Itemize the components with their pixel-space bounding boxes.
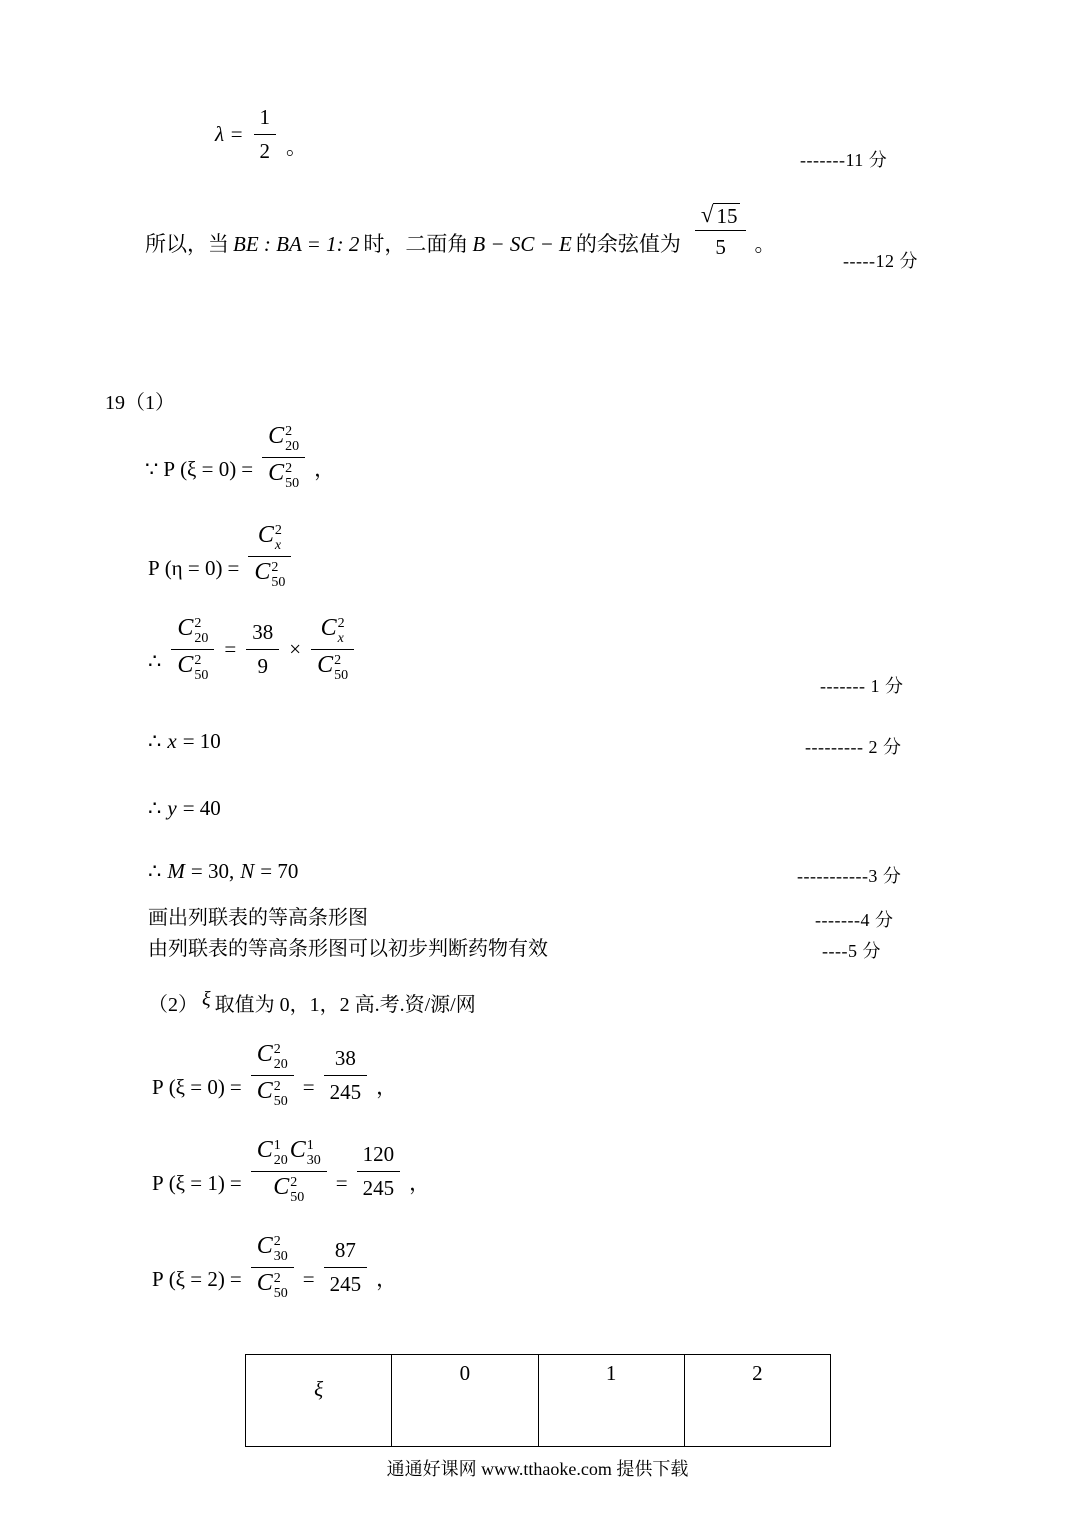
fraction-sqrt15-over-5 bbox=[695, 203, 747, 261]
binomial-coefficient bbox=[257, 1234, 288, 1264]
binomial-scripts bbox=[274, 1271, 288, 1301]
binomial-base: C bbox=[256, 1078, 273, 1105]
fraction-denominator: 5 bbox=[695, 230, 747, 261]
fraction-denominator: 9 bbox=[246, 649, 279, 680]
fraction-numerator: 120 bbox=[362, 1142, 395, 1167]
comma: ， bbox=[376, 1267, 398, 1292]
value: = 70 bbox=[260, 859, 299, 883]
binomial-scripts bbox=[194, 653, 208, 683]
fraction-numerator bbox=[695, 203, 747, 230]
binomial-subscript: x bbox=[274, 537, 282, 553]
binomial-base: C bbox=[317, 652, 334, 679]
probability-p: P bbox=[148, 556, 160, 581]
distribution-table bbox=[245, 1354, 831, 1447]
binomial-scripts bbox=[285, 461, 299, 491]
binomial-coefficient bbox=[254, 560, 285, 590]
fraction-38-9 bbox=[246, 619, 279, 681]
binomial-scripts bbox=[274, 1234, 288, 1264]
probability-argument: (ξ = 0) bbox=[180, 457, 237, 482]
part-label: （2） bbox=[148, 994, 198, 1016]
binomial-base: C bbox=[256, 1270, 273, 1297]
binomial-base: C bbox=[257, 522, 274, 548]
binomial-subscript: 30 bbox=[306, 1152, 321, 1168]
footer-watermark: 通通好课网 www.tthaoke.com 提供下载 bbox=[386, 1459, 689, 1479]
binomial-coefficient bbox=[273, 1175, 304, 1205]
binomial-superscript: 2 bbox=[290, 1175, 298, 1191]
table-header-row bbox=[246, 1355, 831, 1447]
binomial-superscript: 2 bbox=[337, 616, 345, 631]
fraction-denominator bbox=[251, 1075, 294, 1109]
binomial-coefficient bbox=[290, 1138, 321, 1168]
text-draw-bar-chart: 画出列联表的等高条形图 bbox=[148, 907, 368, 929]
fraction-denominator bbox=[171, 649, 214, 683]
binomial-superscript: 2 bbox=[273, 1079, 281, 1095]
fraction-value bbox=[357, 1141, 401, 1203]
because-symbol: ∵ bbox=[145, 457, 159, 482]
fraction-numerator bbox=[311, 616, 354, 649]
binomial-superscript: 2 bbox=[285, 424, 293, 439]
equals-sign: = bbox=[224, 637, 237, 662]
fraction-numerator: 1 bbox=[259, 105, 271, 129]
fraction-denominator: 2 bbox=[254, 134, 277, 165]
table-cell-xi bbox=[246, 1355, 392, 1447]
binomial-base: C bbox=[268, 460, 285, 487]
binomial-superscript: 2 bbox=[194, 653, 202, 669]
binomial-base: C bbox=[177, 652, 194, 679]
binomial-subscript: 50 bbox=[273, 1094, 288, 1110]
equation-p-xi0-definition bbox=[145, 424, 335, 492]
radicand: 15 bbox=[713, 203, 740, 227]
binomial-coefficient bbox=[177, 653, 208, 683]
fraction-numerator bbox=[251, 1234, 294, 1267]
binomial-subscript: 20 bbox=[273, 1152, 288, 1168]
fraction-binomials bbox=[251, 1234, 294, 1302]
binomial-subscript: 30 bbox=[273, 1248, 288, 1264]
fraction-denominator: 245 bbox=[324, 1075, 368, 1106]
binomial-coefficient bbox=[257, 1079, 288, 1109]
equals-sign: = bbox=[335, 1171, 348, 1196]
binomial-scripts bbox=[274, 1138, 288, 1168]
binomial-base: C bbox=[177, 615, 194, 641]
equation-p-xi2 bbox=[152, 1234, 397, 1302]
score-mark-3: -----------3 分 bbox=[797, 866, 902, 886]
binomial-subscript: 50 bbox=[271, 575, 286, 591]
binomial-scripts bbox=[271, 560, 285, 590]
equals-sign: = bbox=[229, 1171, 242, 1196]
binomial-scripts bbox=[285, 424, 299, 454]
problem-19-heading: 19（1） bbox=[105, 392, 175, 414]
equation-m-n bbox=[148, 858, 298, 885]
binomial-scripts bbox=[290, 1175, 304, 1205]
binomial-subscript: 20 bbox=[273, 1056, 288, 1072]
binomial-coefficient bbox=[177, 616, 208, 646]
fraction-numerator: 38 bbox=[334, 1046, 356, 1071]
equals-sign: = bbox=[302, 1075, 315, 1100]
probability-argument: (η = 0) bbox=[164, 556, 223, 581]
binomial-superscript: 1 bbox=[306, 1138, 314, 1153]
score-mark-5: ----5 分 bbox=[822, 941, 881, 961]
binomial-base: C bbox=[254, 559, 271, 586]
fraction-denominator: 245 bbox=[324, 1267, 368, 1298]
fraction-binomials bbox=[248, 523, 291, 591]
binomial-base: C bbox=[256, 1233, 273, 1259]
binomial-base: C bbox=[289, 1137, 306, 1163]
fraction-binomials bbox=[171, 616, 214, 684]
fraction-denominator bbox=[248, 556, 291, 590]
probability-p: P bbox=[152, 1075, 164, 1100]
probability-p: P bbox=[163, 457, 176, 482]
equals-sign: = bbox=[302, 1267, 315, 1292]
therefore-symbol: ∴ bbox=[148, 729, 162, 753]
variable-x: x bbox=[167, 729, 177, 753]
equals-sign: = bbox=[227, 556, 240, 581]
binomial-base: C bbox=[256, 1137, 273, 1163]
equation-x bbox=[148, 728, 221, 755]
binomial-superscript: 2 bbox=[273, 1234, 281, 1249]
variable-m: M bbox=[167, 859, 185, 883]
lambda-lhs: λ = bbox=[215, 122, 244, 147]
binomial-superscript: 2 bbox=[285, 461, 293, 477]
table-cell-0: 0 bbox=[392, 1355, 538, 1447]
text-judge-drug-effective: 由列联表的等高条形图可以初步判断药物有效 bbox=[148, 938, 548, 960]
binomial-superscript: 2 bbox=[273, 1042, 281, 1057]
fraction-binomials bbox=[251, 1138, 327, 1206]
binomial-scripts bbox=[194, 616, 208, 646]
comma: ， bbox=[314, 457, 336, 482]
equation-y bbox=[148, 795, 221, 822]
period: 。 bbox=[754, 231, 776, 256]
line-cosine-conclusion bbox=[145, 203, 775, 261]
binomial-base: C bbox=[256, 1041, 273, 1067]
binomial-scripts bbox=[338, 616, 345, 646]
equals-sign: = bbox=[229, 1075, 242, 1100]
equation-p-xi1 bbox=[152, 1138, 430, 1206]
binomial-superscript: 1 bbox=[273, 1138, 281, 1153]
comma: ， bbox=[409, 1171, 431, 1196]
xi-symbol: ξ bbox=[202, 988, 211, 1010]
times-sign: × bbox=[289, 637, 302, 662]
fraction-one-half bbox=[254, 104, 277, 166]
binomial-subscript: 50 bbox=[273, 1286, 288, 1302]
equation-lambda bbox=[215, 104, 307, 166]
probability-argument: (ξ = 0) bbox=[168, 1075, 225, 1100]
probability-argument: (ξ = 1) bbox=[168, 1171, 225, 1196]
equals-sign: = bbox=[241, 457, 254, 482]
value: = 40 bbox=[182, 796, 221, 820]
therefore-symbol: ∴ bbox=[148, 649, 162, 674]
fraction-denominator: 245 bbox=[357, 1171, 401, 1202]
score-mark-1: ------- 1 分 bbox=[820, 676, 904, 696]
fraction-numerator: 87 bbox=[334, 1238, 356, 1263]
text-suoyi: 所以，当 bbox=[145, 231, 229, 256]
math-b-sc-e: B − SC − E bbox=[472, 231, 572, 256]
fraction-denominator bbox=[262, 457, 305, 491]
score-mark-4: -------4 分 bbox=[815, 910, 894, 930]
fraction-numerator: 38 bbox=[252, 620, 274, 645]
text-cosine-value: 的余弦值为 bbox=[575, 231, 681, 256]
fraction-numerator bbox=[171, 616, 214, 649]
binomial-scripts bbox=[275, 523, 282, 553]
binomial-base: C bbox=[268, 423, 285, 449]
value: = 10 bbox=[182, 729, 221, 753]
binomial-coefficient bbox=[257, 1042, 288, 1072]
binomial-coefficient bbox=[257, 1271, 288, 1301]
value: = 30, bbox=[190, 859, 235, 883]
therefore-symbol: ∴ bbox=[148, 796, 162, 820]
binomial-coefficient bbox=[268, 461, 299, 491]
score-mark-2: --------- 2 分 bbox=[805, 737, 902, 757]
probability-p: P bbox=[152, 1171, 164, 1196]
binomial-subscript: 50 bbox=[194, 668, 209, 684]
fraction-value bbox=[324, 1045, 368, 1107]
xi-symbol: ξ bbox=[314, 1377, 324, 1401]
binomial-scripts bbox=[274, 1079, 288, 1109]
equation-p-xi0 bbox=[152, 1042, 397, 1110]
binomial-subscript: 50 bbox=[290, 1190, 305, 1206]
binomial-base: C bbox=[320, 615, 337, 641]
fraction-binomials bbox=[311, 616, 354, 684]
binomial-superscript: 2 bbox=[334, 653, 342, 669]
binomial-superscript: 2 bbox=[194, 616, 202, 631]
fraction-denominator bbox=[251, 1171, 327, 1205]
binomial-subscript: 50 bbox=[334, 668, 349, 684]
part-2-heading bbox=[148, 988, 476, 1018]
radical-sign-icon: √ bbox=[700, 202, 714, 227]
binomial-scripts bbox=[334, 653, 348, 683]
binomial-coefficient bbox=[268, 424, 299, 454]
binomial-coefficient bbox=[258, 523, 282, 553]
period: 。 bbox=[286, 135, 308, 160]
fraction-binomials bbox=[251, 1042, 294, 1110]
score-mark-12: -----12 分 bbox=[843, 251, 918, 271]
binomial-subscript: 50 bbox=[285, 476, 300, 492]
equals-sign: = bbox=[229, 1267, 242, 1292]
binomial-superscript: 2 bbox=[271, 560, 279, 576]
fraction-numerator bbox=[248, 523, 291, 556]
fraction-numerator bbox=[251, 1042, 294, 1075]
binomial-scripts bbox=[274, 1042, 288, 1072]
fraction-numerator bbox=[262, 424, 305, 457]
binomial-superscript: 2 bbox=[273, 1271, 281, 1287]
table-cell-1: 1 bbox=[538, 1355, 684, 1447]
variable-y: y bbox=[167, 796, 177, 820]
text-dihedral-angle: 时，二面角 bbox=[363, 231, 469, 256]
probability-argument: (ξ = 2) bbox=[168, 1267, 225, 1292]
binomial-coefficient bbox=[317, 653, 348, 683]
binomial-superscript: 2 bbox=[274, 523, 282, 538]
binomial-scripts bbox=[307, 1138, 321, 1168]
score-mark-11: -------11 分 bbox=[800, 150, 888, 170]
therefore-symbol: ∴ bbox=[148, 859, 162, 883]
fraction-denominator bbox=[311, 649, 354, 683]
variable-n: N bbox=[240, 859, 255, 883]
fraction-binomials bbox=[262, 424, 305, 492]
fraction-denominator bbox=[251, 1267, 294, 1301]
equation-p-eta0-definition bbox=[148, 523, 295, 591]
fraction-value bbox=[324, 1237, 368, 1299]
binomial-subscript: 20 bbox=[285, 438, 300, 454]
fraction-numerator bbox=[251, 1138, 327, 1171]
equation-ratio bbox=[148, 616, 358, 684]
binomial-subscript: x bbox=[337, 630, 344, 646]
comma: ， bbox=[376, 1075, 398, 1100]
probability-p: P bbox=[152, 1267, 164, 1292]
binomial-subscript: 20 bbox=[194, 630, 209, 646]
binomial-coefficient bbox=[321, 616, 345, 646]
binomial-base: C bbox=[273, 1174, 290, 1201]
table-cell-2: 2 bbox=[684, 1355, 830, 1447]
math-be-ba-ratio: BE : BA = 1: 2 bbox=[233, 231, 360, 256]
binomial-coefficient bbox=[257, 1138, 288, 1168]
part-text: 取值为 0，1，2 高.考.资/源/网 bbox=[214, 994, 476, 1016]
sqrt-expression bbox=[701, 203, 741, 227]
